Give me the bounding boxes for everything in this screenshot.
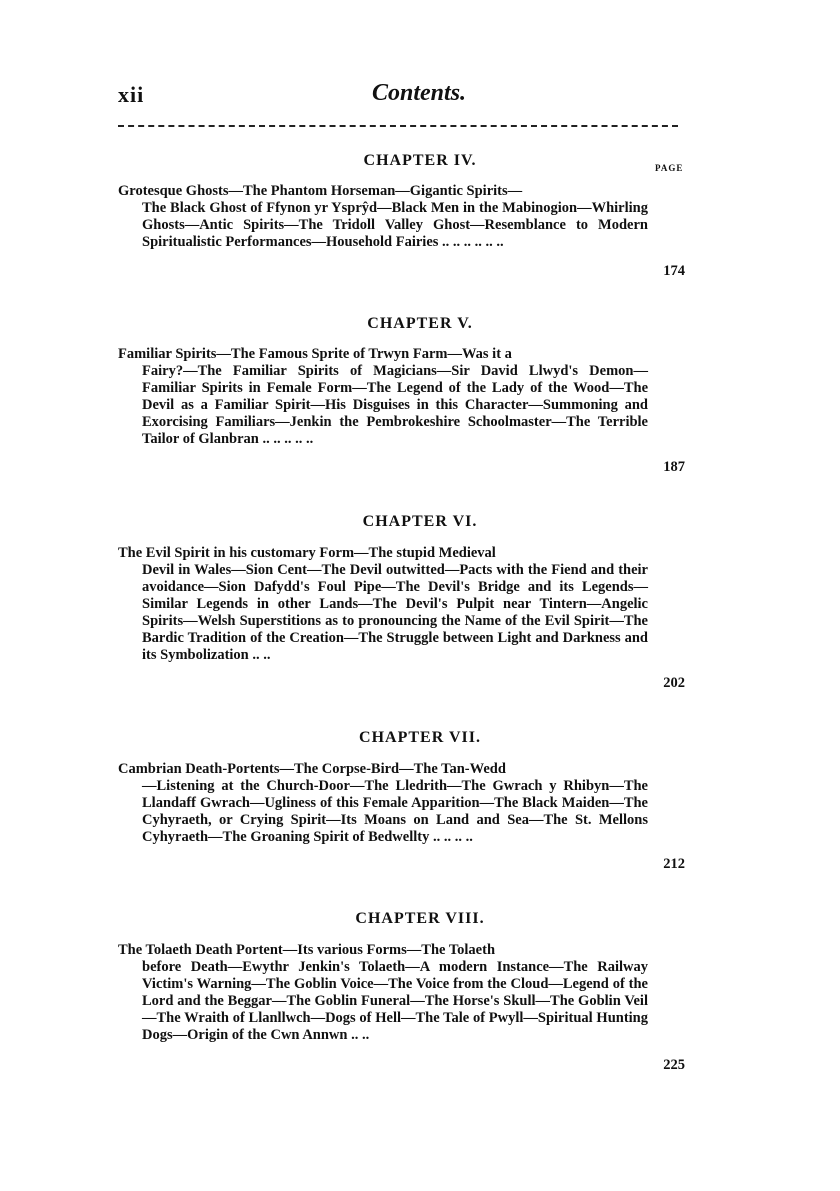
page-number: 202 (663, 675, 685, 691)
page-number: 212 (663, 856, 685, 872)
chapter-heading: CHAPTER IV. (363, 152, 477, 169)
summary-first-line: The Evil Spirit in his customary Form—The stupid Medieval (118, 545, 496, 561)
chapter-heading: CHAPTER V. (367, 315, 473, 332)
running-head: Contents. (372, 80, 467, 106)
page-number: 174 (663, 263, 685, 279)
summary-first-line: The Tolaeth Death Portent—Its various Forms—The Tolaeth (118, 942, 496, 958)
summary-continuation: Devil in Wales—Sion Cent—The Devil outwitted—Pacts with the Fiend and their avoidance—Sion Dafydd's Foul Pipe—The Devil's Bridge and its Legends—Similar Legends in other Lands—The Devil's Pulpit near Tintern—Angelic Spirits—Welsh Superstitions as to pronouncing the Name of the Evil Spirit—The Bardic Tradition of the Creation—The Struggle between Light and Darkness and its Symbolization .. .. (142, 562, 648, 663)
chapter-heading: CHAPTER VII. (359, 729, 481, 746)
chapter-heading: CHAPTER VI. (362, 513, 478, 530)
summary-continuation: before Death—Ewythr Jenkin's Tolaeth—A modern Instance—The Railway Victim's Warning—The Goblin Voice—The Voice from the Cloud—Legend of the Lord and the Beggar—The Goblin Funeral—The Horse's Skull—The Goblin Veil—The Wraith of Llanllwch—Dogs of Hell—The Tale of Pwyll—Spiritual Hunting Dogs—Origin of the Cwn Annwn .. .. (142, 959, 648, 1043)
summary-continuation: —Listening at the Church-Door—The Lledrith—The Gwrach y Rhibyn—The Llandaff Gwrach—Ugliness of this Female Apparition—The Black Maiden—The Cyhyraeth, or Crying Spirit—Its Moans on Land and Sea—The St. Mellons Cyhyraeth—The Groaning Spirit of Bedwellty .. .. .. .. (142, 778, 648, 845)
summary-first-line: Familiar Spirits—The Famous Sprite of Trwyn Farm—Was it a (118, 346, 512, 362)
page-column-label: PAGE (655, 163, 684, 173)
page-number: 187 (663, 459, 685, 475)
chapter-summary (118, 183, 648, 251)
summary-continuation: Fairy?—The Familiar Spirits of Magicians—Sir David Llwyd's Demon—Familiar Spirits in Female Form—The Legend of the Lady of the Wood—The Devil as a Familiar Spirit—His Disguises in this Character—Summoning and Exorcising Familiars—Jenkin the Pembrokeshire Schoolmaster—The Terrible Tailor of Glanbran .. .. .. .. .. (142, 363, 648, 447)
summary-first-line: Grotesque Ghosts—The Phantom Horseman—Gigantic Spirits— (118, 183, 523, 199)
header-rule (118, 125, 678, 127)
summary-continuation: The Black Ghost of Ffynon yr Ysprŷd—Black Men in the Mabinogion—Whirling Ghosts—Antic Spirits—The Tridoll Valley Ghost—Resemblance to Modern Spiritualistic Performances—Household Fairies .. .. .. .. .. .. (142, 200, 648, 250)
chapter-summary (118, 761, 648, 846)
chapter-summary (118, 545, 648, 664)
summary-first-line: Cambrian Death-Portents—The Corpse-Bird—The Tan-Wedd (118, 761, 506, 777)
page-number: 225 (663, 1057, 685, 1073)
chapter-summary (118, 346, 648, 448)
page-folio: xii (118, 82, 145, 107)
chapter-heading: CHAPTER VIII. (355, 910, 485, 927)
chapter-summary (118, 942, 648, 1044)
